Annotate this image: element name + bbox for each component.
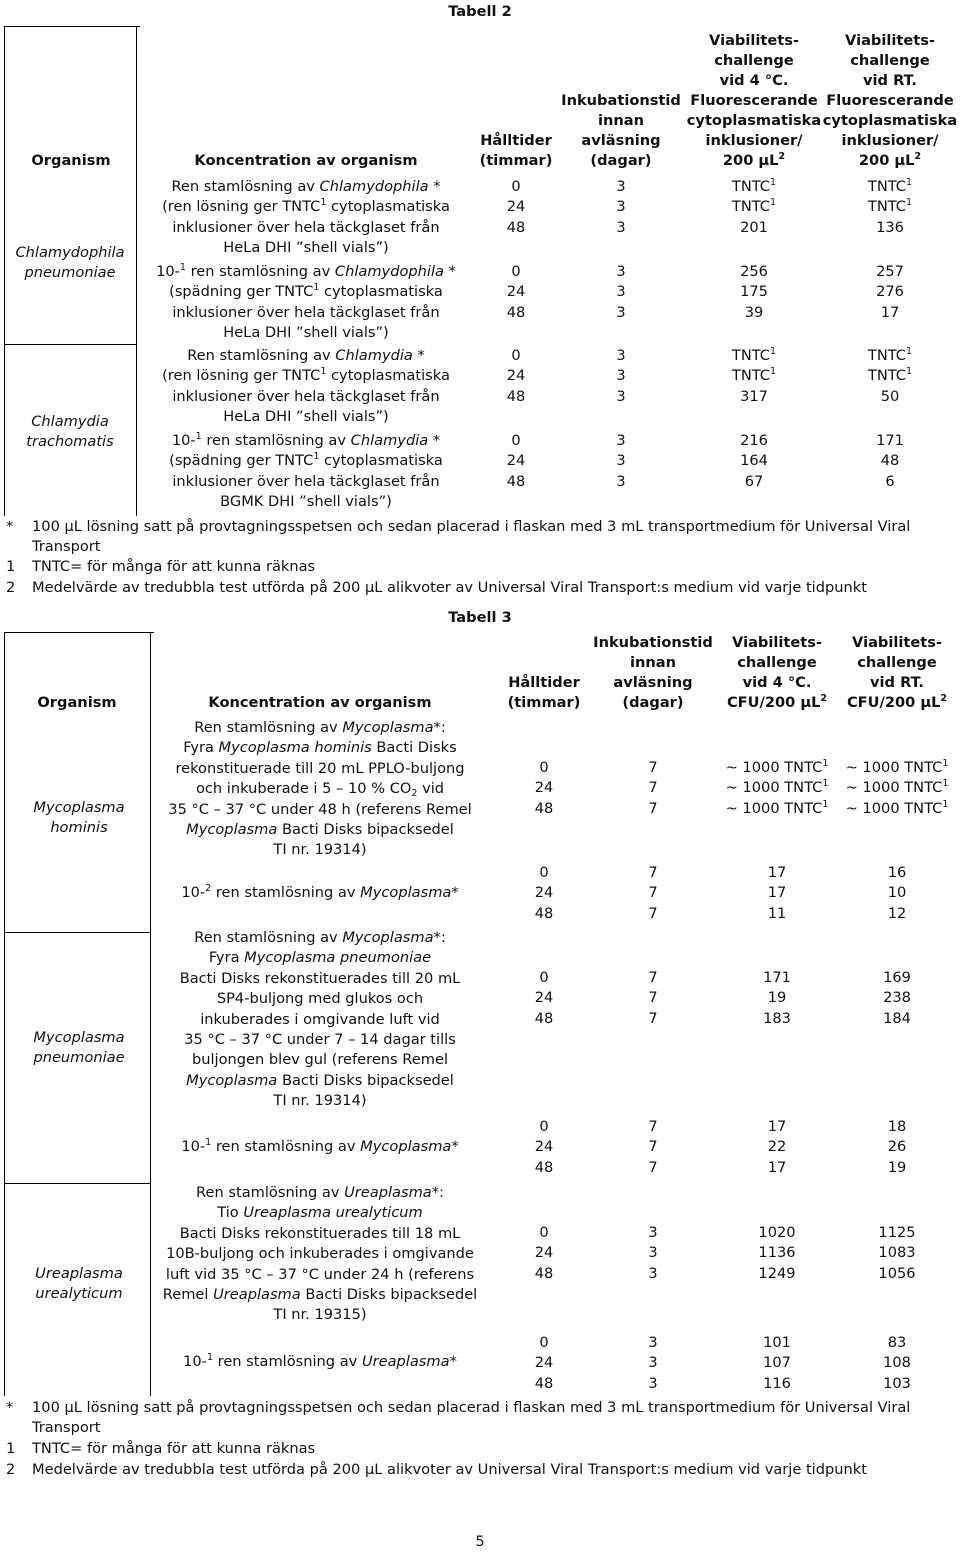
- viability-4c: 17 17 11: [767, 864, 787, 922]
- table2-header-incubation: Inkubationstid innan avläsning (dagar): [561, 92, 681, 169]
- incubation-days: 3 3 3: [616, 263, 626, 321]
- viability-rt: 83 108 103: [883, 1334, 911, 1392]
- hold-hours: 0 24 48: [506, 263, 526, 321]
- table3-concentration-1: Ren stamlösning av Mycoplasma*: Fyra Mycoplasma hominis Bacti Disks rekonstituerade till 20 mL PPLO-buljong och inkuberade i 5 – 10 % $CO_2$ vid 35 °C – 37 °C under 48 h (referens Remel Mycoplasma Bacti Disks bipacksedel TI nr. 19314): [168, 719, 472, 859]
- table2-organism-chlamydia: Chlamydia trachomatis: [26, 413, 114, 451]
- table2-header-viability-4c: Viabilitets- challenge vid 4 °C. Fluorescerande cytoplasmatiska inklusioner/ 200 µL$^2$: [686, 32, 822, 169]
- table3-header-incubation: Inkubationstid innan avläsning (dagar): [593, 634, 713, 711]
- hold-hours: 0 24 48: [534, 969, 554, 1027]
- incubation-days: 7 7 7: [648, 1118, 658, 1176]
- viability-4c: 216 164 67: [740, 432, 768, 490]
- table3-concentration-5: Ren stamlösning av Ureaplasma*: Tio Ureaplasma urealyticum Bacti Disks rekonstituerades till 18 mL 10B-buljong och inkuberades i omgivande luft vid 35 °C – 37 °C under 24 h (referens Remel Ureaplasma Bacti Disks bipacksedel TI nr. 19315): [162, 1184, 478, 1324]
- viability-rt: TNTC$^1$ TNTC$^1$ 50: [867, 346, 913, 405]
- viability-4c: TNTC$^1$ TNTC$^1$ 317: [731, 346, 777, 405]
- viability-4c: 1020 1136 1249: [758, 1224, 796, 1282]
- table2-header-organism: Organism: [31, 152, 111, 169]
- viability-rt: ~ 1000 TNTC$^1$ ~ 1000 TNTC$^1$ ~ 1000 TNTC$^1$: [845, 758, 949, 817]
- hold-hours: 0 24 48: [534, 1224, 554, 1282]
- table3-concentration-4: 10-$^1$ ren stamlösning av Mycoplasma*: [181, 1137, 459, 1155]
- incubation-days: 3 3 3: [616, 432, 626, 490]
- table2-title: Tabell 2: [448, 3, 512, 20]
- hold-hours: 0 24 48: [506, 432, 526, 490]
- table2-header-concentration: Koncentration av organism: [194, 152, 418, 169]
- table3-concentration-2: 10-$^2$ ren stamlösning av Mycoplasma*: [181, 883, 459, 901]
- hold-hours: 0 24 48: [534, 1118, 554, 1176]
- table2-header-hold: Hålltider (timmar): [479, 132, 553, 169]
- table3-org-divider-2: [4, 1183, 150, 1184]
- table2-org-divider: [4, 344, 136, 345]
- table2-concentration-4: 10-$^1$ ren stamlösning av Chlamydia * (spädning ger TNTC$^1$ cytoplasmatiska inklusioner över hela täckglaset från BGMK DHI ”shell vials”): [169, 431, 443, 511]
- viability-4c: 101 107 116: [763, 1334, 791, 1392]
- hold-hours: 0 24 48: [506, 347, 526, 405]
- incubation-days: 7 7 7: [648, 864, 658, 922]
- viability-rt: TNTC$^1$ TNTC$^1$ 136: [867, 177, 913, 236]
- incubation-days: 3 3 3: [616, 178, 626, 236]
- hold-hours: 0 24 48: [534, 1334, 554, 1392]
- table3-title: Tabell 3: [448, 609, 512, 626]
- viability-rt: 257 276 17: [876, 263, 904, 321]
- hold-hours: 0 24 48: [506, 178, 526, 236]
- incubation-days: 3 3 3: [648, 1334, 658, 1392]
- table2-concentration-3: Ren stamlösning av Chlamydia * (ren lösning ger TNTC$^1$ cytoplasmatiska inklusioner över hela täckglaset från HeLa DHI ”shell vials”): [162, 347, 450, 426]
- incubation-days: 7 7 7: [648, 759, 658, 817]
- viability-rt: 18 26 19: [887, 1118, 907, 1176]
- table2-organism-chlamydophila: Chlamydophila pneumoniae: [15, 244, 125, 282]
- viability-4c: 256 175 39: [740, 263, 768, 321]
- table2-concentration-1: Ren stamlösning av Chlamydophila * (ren lösning ger TNTC$^1$ cytoplasmatiska inklusioner över hela täckglaset från HeLa DHI ”shell vials”): [162, 178, 450, 257]
- table3-header-hold: Hålltider (timmar): [507, 674, 581, 711]
- table3-organism-ureaplasma-urealyticum: Ureaplasma urealyticum: [35, 1265, 123, 1303]
- table3-border-top: [4, 632, 154, 633]
- table3-header-organism: Organism: [37, 694, 117, 711]
- viability-rt: 1125 1083 1056: [878, 1224, 916, 1282]
- page-number: 5: [475, 1533, 485, 1550]
- incubation-days: 3 3 3: [648, 1224, 658, 1282]
- hold-hours: 0 24 48: [534, 864, 554, 922]
- hold-hours: 0 24 48: [534, 759, 554, 817]
- viability-rt: 16 10 12: [887, 864, 907, 922]
- viability-4c: 171 19 183: [763, 969, 791, 1027]
- table2-border-top: [4, 26, 140, 27]
- table3-organism-mycoplasma-hominis: Mycoplasma hominis: [33, 799, 125, 837]
- table3-org-divider-1: [4, 932, 150, 933]
- incubation-days: 7 7 7: [648, 969, 658, 1027]
- table3-concentration-6: 10-$^1$ ren stamlösning av Ureaplasma*: [183, 1352, 457, 1370]
- table3-organism-mycoplasma-pneumoniae: Mycoplasma pneumoniae: [33, 1029, 125, 1067]
- table3-header-viability-rt: Viabilitets- challenge vid RT. CFU/200 µL$^2$: [846, 634, 948, 711]
- viability-rt: 171 48 6: [876, 432, 904, 490]
- table2-concentration-2: 10-$^1$ ren stamlösning av Chlamydophila * (spädning ger TNTC$^1$ cytoplasmatiska inklusioner över hela täckglaset från HeLa DHI ”shell vials”): [156, 262, 456, 342]
- table2-header-viability-rt: Viabilitets- challenge vid RT. Fluorescerande cytoplasmatiska inklusioner/ 200 µL$^2$: [822, 32, 958, 169]
- viability-rt: 169 238 184: [883, 969, 911, 1027]
- viability-4c: TNTC$^1$ TNTC$^1$ 201: [731, 177, 777, 236]
- table3-concentration-3: Ren stamlösning av Mycoplasma*: Fyra Mycoplasma pneumoniae Bacti Disks rekonstituerades till 20 mL SP4-buljong med glukos och inkuberades i omgivande luft vid 35 °C – 37 °C under 7 – 14 dagar tills buljongen blev gul (referens Remel Mycoplasma Bacti Disks bipacksedel TI nr. 19314): [179, 929, 461, 1110]
- incubation-days: 3 3 3: [616, 347, 626, 405]
- table3-header-concentration: Koncentration av organism: [208, 694, 432, 711]
- viability-4c: ~ 1000 TNTC$^1$ ~ 1000 TNTC$^1$ ~ 1000 TNTC$^1$: [725, 758, 829, 817]
- table3-header-viability-4c: Viabilitets- challenge vid 4 °C. CFU/200 µL$^2$: [726, 634, 828, 711]
- viability-4c: 17 22 17: [767, 1118, 787, 1176]
